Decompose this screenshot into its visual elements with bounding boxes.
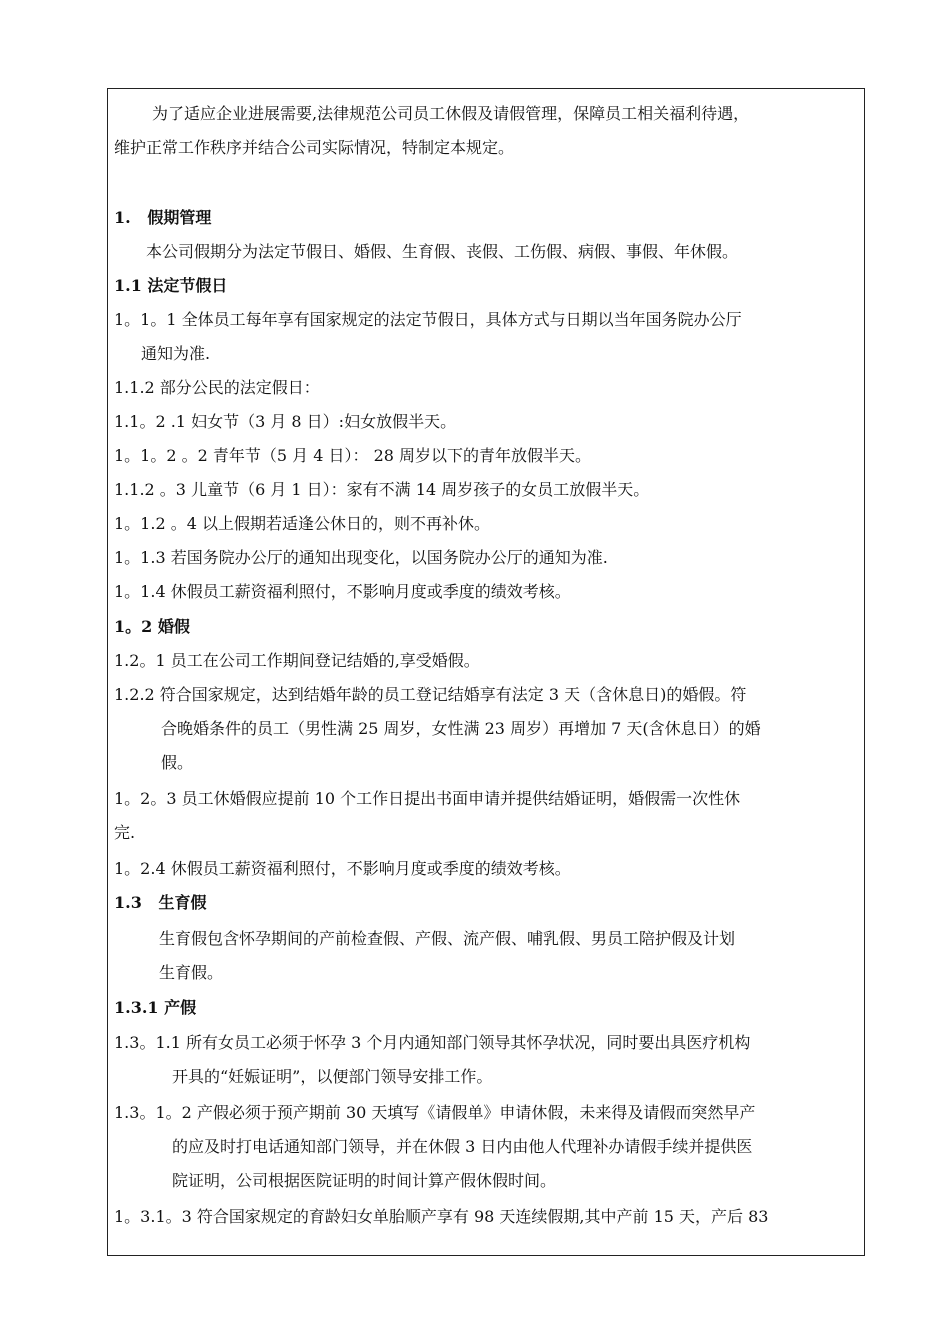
clause-line: 1。2。3 员工休婚假应提前 10 个工作日提出书面申请并提供结婚证明，婚假需一次性休: [114, 789, 741, 808]
clause-line: 1.1.2 部分公民的法定假日：: [114, 378, 320, 397]
clause-line: 1。2.4 休假员工薪资福利照付，不影响月度或季度的绩效考核。: [114, 859, 571, 878]
clause-line: 院证明，公司根据医院证明的时间计算产假休假时间。: [172, 1171, 557, 1190]
section-1-2-heading: 1。2 婚假: [114, 617, 190, 636]
clause-line: 1.2.2 符合国家规定，达到结婚年龄的员工登记结婚享有法定 3 天（含休息日)的婚假。符: [114, 685, 747, 704]
clause-line: 1。1。2 。2 青年节（5 月 4 日）： 28 周岁以下的青年放假半天。: [114, 446, 592, 465]
clause-line: 1。1.2 。4 以上假期若适逢公休日的，则不再补休。: [114, 514, 490, 533]
clause-line: 的应及时打电话通知部门领导，并在休假 3 日内由他人代理补办请假手续并提供医: [172, 1137, 753, 1156]
clause-line: 合晚婚条件的员工（男性满 25 周岁，女性满 23 周岁）再增加 7 天(含休息日）的婚: [161, 719, 761, 738]
intro-line-2: 维护正常工作秩序并结合公司实际情况，特制定本规定。: [114, 138, 515, 157]
clause-line: 1。3.1。3 符合国家规定的育龄妇女单胎顺产享有 98 天连续假期,其中产前 15 天，产后 83: [114, 1207, 769, 1226]
clause-line: 通知为准.: [141, 344, 211, 363]
section-1-3-intro: 生育假。: [159, 963, 224, 982]
clause-line: 1.2。1 员工在公司工作期间登记结婚的,享受婚假。: [114, 651, 480, 670]
clause-line: 1。1.3 若国务院办公厅的通知出现变化，以国务院办公厅的通知为准.: [114, 548, 608, 567]
section-1-summary: 本公司假期分为法定节假日、婚假、生育假、丧假、工伤假、病假、事假、年休假。: [146, 242, 739, 261]
section-1-1-heading: 1.1 法定节假日: [114, 276, 228, 295]
clause-line: 1.1。2 .1 妇女节（3 月 8 日）:妇女放假半天。: [114, 412, 457, 431]
section-1-heading: 1. 假期管理: [114, 208, 212, 227]
clause-line: 假。: [161, 753, 194, 772]
clause-line: 1.3。1.1 所有女员工必须于怀孕 3 个月内通知部门领导其怀孕状况，同时要出具医疗机构: [114, 1033, 751, 1052]
clause-line: 开具的“妊娠证明”，以便部门领导安排工作。: [172, 1067, 493, 1086]
section-1-3-intro: 生育假包含怀孕期间的产前检查假、产假、流产假、哺乳假、男员工陪护假及计划: [159, 929, 736, 948]
section-1-3-heading: 1.3 生育假: [114, 893, 207, 912]
clause-line: 完.: [114, 823, 136, 842]
clause-line: 1.1.2 。3 儿童节（6 月 1 日）：家有不满 14 周岁孩子的女员工放假半天。: [114, 480, 650, 499]
clause-line: 1。1。1 全体员工每年享有国家规定的法定节假日，具体方式与日期以当年国务院办公厅: [114, 310, 742, 329]
clause-line: 1.3。1。2 产假必须于预产期前 30 天填写《请假单》申请休假，未来得及请假而突然早产: [114, 1103, 756, 1122]
clause-line: 1。1.4 休假员工薪资福利照付，不影响月度或季度的绩效考核。: [114, 582, 571, 601]
intro-line-1: 为了适应企业进展需要,法律规范公司员工休假及请假管理，保障员工相关福利待遇，: [152, 104, 750, 123]
section-1-3-1-heading: 1.3.1 产假: [114, 998, 197, 1017]
document-frame: [107, 88, 865, 1256]
